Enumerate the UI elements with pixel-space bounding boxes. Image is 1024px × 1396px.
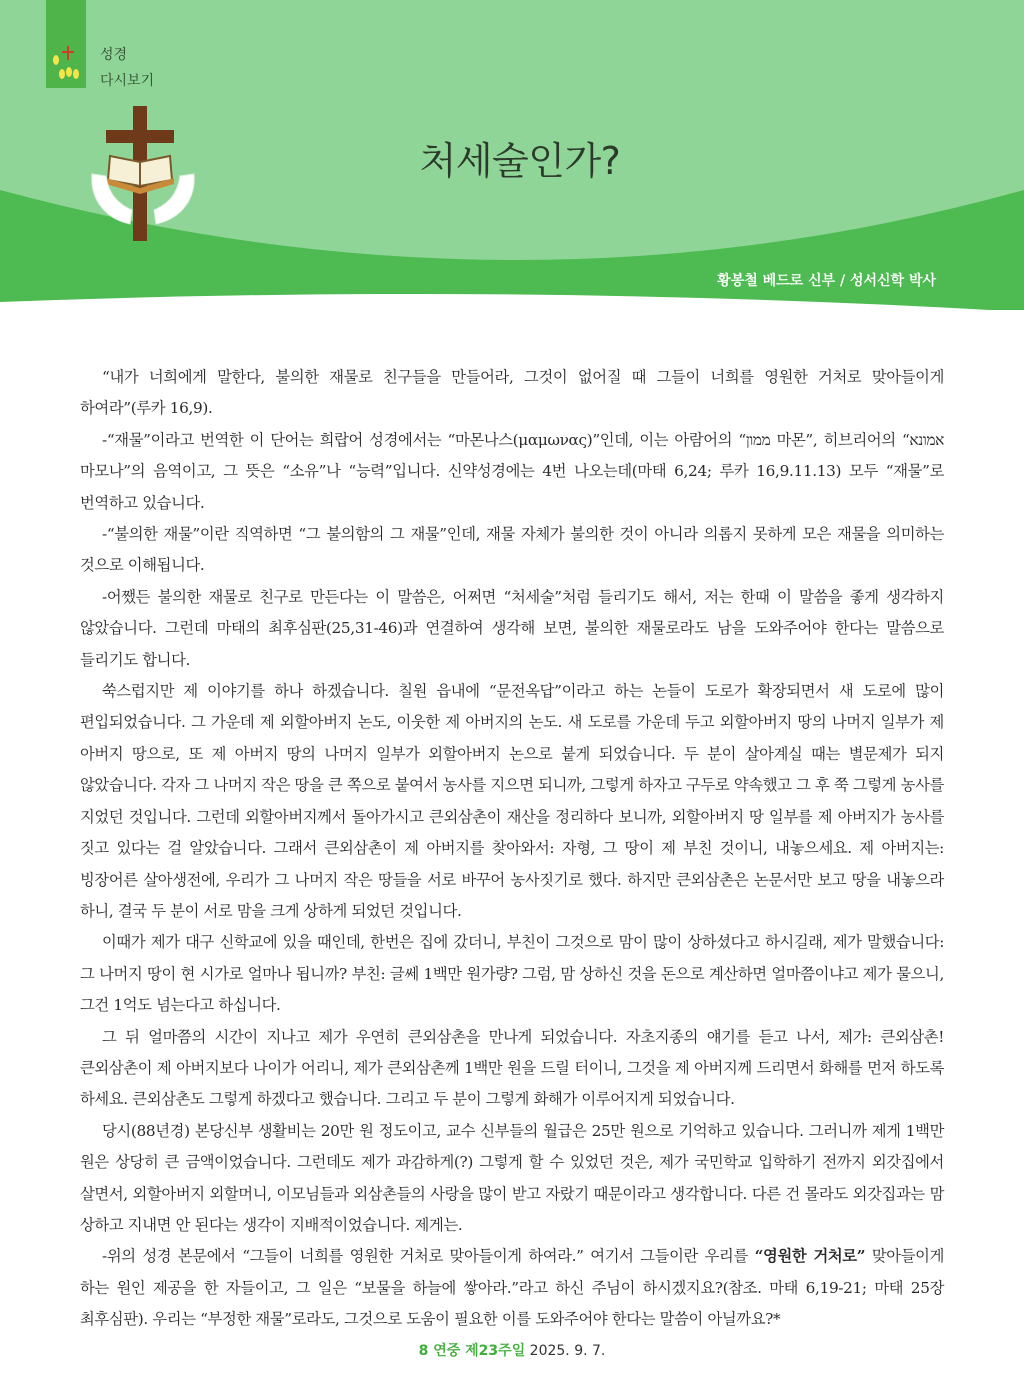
paragraph: -“불의한 재물”이란 직역하면 “그 불의함의 그 재물”인데, 재물 자체가 불의한 것이 아니라 의롭지 못하게 모은 재물을 의미하는 것으로 이해됩니다.	[80, 525, 944, 575]
author-byline: 황봉철 베드로 신부 / 성서신학 박사	[717, 273, 936, 289]
paragraph: 쑥스럽지만 제 이야기를 하나 하겠습니다. 칠원 읍내에 “문전옥답”이라고 하는 논들이 도로가 확장되면서 새 도로에 많이 편입되었습니다. 그 가운데 제 외할아버지 논도, 이웃한 제 아버지의 논도. 새 도로를 가운데 두고 외할아버지 땅의 나머지 일부가 제 아버지 땅으로, 또 제 아버지 땅의 나머지 일부가 외할아버지 논으로 붙게 되었습니다. 두 분이 살아계실 때는 별문제가 되지 않았습니다. 각자 그 나머지 작은 땅을 큰 쪽으로 붙여서 농사를 지으면 되니까, 그렇게 하자고 구두로 약속했고 그 후 쭉 그렇게 농사를 지었던 것입니다. 그런데 외할아버지께서 돌아가시고 큰외삼촌이 재산을 정리하다 보니까, 외할아버지 땅 일부를 제 아버지가 농사를 짓고 있다는 걸 알았습니다. 그래서 큰외삼촌이 제 아버지를 찾아와서: 자형, 그 땅이 제 부친 것이니, 내놓으세요. 제 아버지는: 빙장어른 살아생전에, 우리가 그 나머지 작은 땅들을 서로 바꾸어 농사짓기로 했다. 하지만 큰외삼촌은 논문서만 보고 땅을 내놓으라 하니, 결국 두 분이 서로 맘을 크게 상하게 되었던 것입니다.	[80, 682, 944, 920]
footer-date: 2025. 9. 7.	[529, 1343, 606, 1359]
section-label-line1: 성경	[100, 47, 128, 63]
section-label	[100, 42, 154, 94]
paragraph: -“재물”이라고 번역한 이 단어는 희랍어 성경에서는 “마몬나스(μαμωνας)”인데, 이는 아람어의 “ממון 마몬”, 히브리어의 “אמונא 마모나”의 음역이고, 그 뜻은 “소유”나 “능력”입니다. 신약성경에는 4번 나오는데(마태 6,24; 루카 16,9.11.13) 모두 “재물”로 번역하고 있습니다.	[80, 430, 944, 512]
footer-page-info: 8 연중 제23주일	[418, 1343, 526, 1359]
cross-bible-hands-icon	[88, 106, 198, 241]
section-label-line2: 다시보기	[100, 73, 155, 89]
closing-text-before: -위의 성경 본문에서 “그들이 너희를 영원한 거처로 맞아들이게 하여라.” 여기서 그들이란 우리를	[102, 1247, 755, 1266]
article-body	[80, 362, 944, 1336]
sprout-cross-icon	[48, 44, 84, 84]
closing-paragraph	[80, 1241, 944, 1335]
paragraph: -어쨌든 불의한 재물로 친구로 만든다는 이 말씀은, 어쩌면 “처세술”처럼 들리기도 해서, 저는 한때 이 말씀을 좋게 생각하지 않았습니다. 그런데 마태의 최후심판(25,31-46)과 연결하여 생각해 보면, 불의한 재물로라도 남을 도와주어야 한다는 말씀으로 들리기도 합니다.	[80, 587, 944, 669]
paragraph: 그 뒤 얼마쯤의 시간이 지나고 제가 우연히 큰외삼촌을 만나게 되었습니다. 자초지종의 얘기를 듣고 나서, 제가: 큰외삼촌! 큰외삼촌이 제 아버지보다 나이가 어리니, 제가 큰외삼촌께 1백만 원을 드릴 터이니, 그것을 제 아버지께 드리면서 화해를 먼저 하도록 하세요. 큰외삼촌도 그렇게 하겠다고 했습니다. 그리고 두 분이 그렇게 화해가 이루어지게 되었습니다.	[80, 1027, 944, 1109]
header-banner	[0, 0, 1024, 310]
page-title: 처세술인가?	[419, 139, 621, 183]
closing-emphasis: “영원한 거처로”	[754, 1247, 866, 1266]
paragraph: 이때가 제가 대구 신학교에 있을 때인데, 한번은 집에 갔더니, 부친이 그것으로 맘이 많이 상하셨다고 하시길래, 제가 말했습니다: 그 나머지 땅이 현 시가로 얼마나 됩니까? 부친: 글쎄 1백만 원가량? 그럼, 맘 상하신 것을 돈으로 계산하면 얼마쯤이냐고 제가 물으니, 그건 1억도 넘는다고 하십니다.	[80, 933, 944, 1015]
closing-text-after: 맞아들이게 하는 원인 제공을 한 자들이고, 그 일은 “보물을 하늘에 쌓아라.”라고 하신 주님이 하시겠지요?(참조. 마태 6,19-21; 마태 25장 최후심판). 우리는 “부정한 재물”로라도, 그것으로 도움이 필요한 이를 도와주어야 한다는 말씀이 아닐까요?*	[80, 1247, 944, 1329]
paragraph: “내가 너희에게 말한다, 불의한 재물로 친구들을 만들어라, 그것이 없어질 때 그들이 너희를 영원한 거처로 맞아들이게 하여라”(루카 16,9).	[80, 368, 944, 418]
page-footer	[0, 1340, 1024, 1360]
paragraph: 당시(88년경) 본당신부 생활비는 20만 원 정도이고, 교수 신부들의 월급은 25만 원으로 기억하고 있습니다. 그러니까 제게 1백만 원은 상당히 큰 금액이었습니다. 그런데도 제가 과감하게(?) 그렇게 할 수 있었던 것은, 제가 국민학교 입학하기 전까지 외갓집에서 살면서, 외할아버지 외할머니, 이모님들과 외삼촌들의 사랑을 많이 받고 자랐기 때문이라고 생각합니다. 다른 건 몰라도 외갓집과는 맘 상하고 지내면 안 된다는 생각이 지배적이었습니다. 제게는.	[80, 1121, 944, 1234]
